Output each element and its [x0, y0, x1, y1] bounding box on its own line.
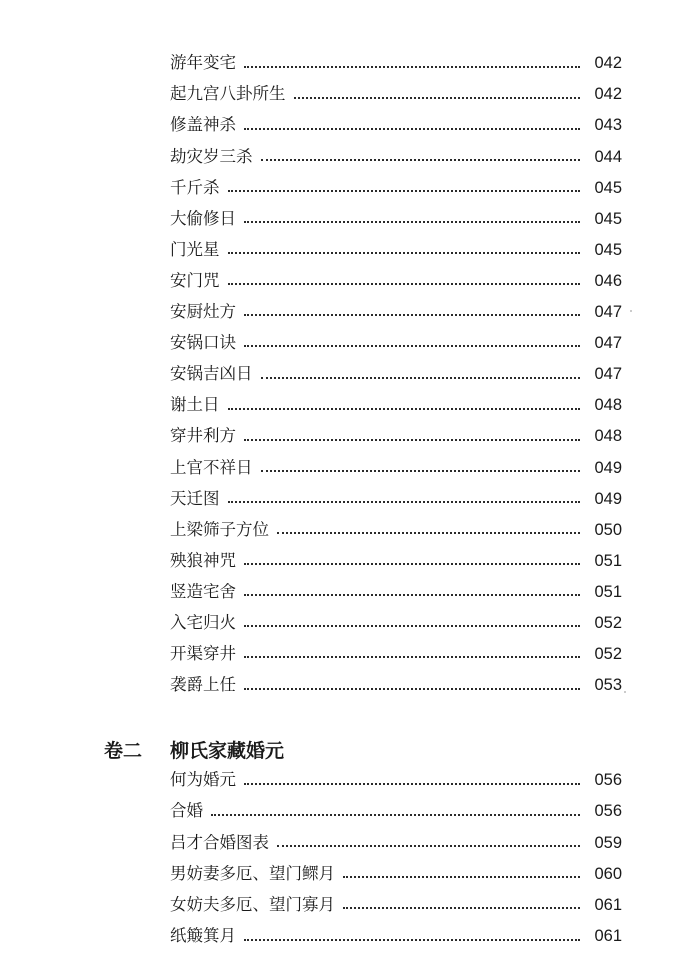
- dot-leader: [244, 128, 580, 130]
- toc-entry-title: 谢土日: [170, 395, 220, 415]
- toc-entry-page: 060: [594, 864, 622, 883]
- toc-entry-page: 048: [594, 396, 622, 415]
- toc-entry-title: 千斤杀: [170, 177, 220, 197]
- toc-entry-title: 门光星: [170, 239, 220, 259]
- toc-entry-page: 061: [594, 927, 622, 946]
- toc-entry-title: 穿井利方: [170, 426, 236, 446]
- toc-entry-page: 052: [594, 645, 622, 664]
- toc-entry-page: 046: [594, 271, 622, 290]
- toc-entry-title: 游年变宅: [170, 53, 236, 73]
- volume-number: 卷二: [104, 739, 143, 762]
- toc-entry[interactable]: [170, 670, 622, 701]
- toc-entry[interactable]: [170, 172, 622, 203]
- dot-leader: [343, 876, 580, 878]
- toc-entry-page: 047: [594, 303, 622, 322]
- dot-leader: [294, 97, 581, 99]
- dot-leader: [228, 190, 581, 192]
- dot-leader: [228, 252, 581, 254]
- toc-entry-page: 056: [594, 802, 622, 821]
- toc-entry-title: 安门咒: [170, 270, 220, 290]
- toc-entry-page: 044: [594, 147, 622, 166]
- toc-entry-page: 049: [594, 458, 622, 477]
- toc-entry-page: 042: [594, 85, 622, 104]
- toc-entry[interactable]: [170, 765, 622, 796]
- toc-entry-title: 大偷修日: [170, 208, 236, 228]
- toc-entry-page: 042: [594, 54, 622, 73]
- section-heading: [104, 734, 284, 764]
- toc-entry-page: 049: [594, 489, 622, 508]
- scan-speck: [624, 691, 626, 693]
- dot-leader: [244, 563, 580, 565]
- dot-leader: [228, 408, 581, 410]
- toc-entry[interactable]: [170, 515, 622, 546]
- toc-entry-page: 051: [594, 551, 622, 570]
- toc-entry-title: 女妨夫多厄、望门寡月: [170, 895, 335, 915]
- toc-entry-page: 056: [594, 771, 622, 790]
- toc-entry-title: 上梁筛子方位: [170, 519, 269, 539]
- toc-entry-title: 吕才合婚图表: [170, 832, 269, 852]
- toc-entry-title: 天迁图: [170, 488, 220, 508]
- dot-leader: [244, 221, 580, 223]
- dot-leader: [228, 283, 581, 285]
- section-title: 柳氏家藏婚元: [170, 739, 285, 762]
- toc-entry[interactable]: [170, 266, 622, 297]
- toc-entry-page: 061: [594, 896, 622, 915]
- dot-leader: [244, 594, 580, 596]
- dot-leader: [244, 345, 580, 347]
- dot-leader: [244, 314, 580, 316]
- dot-leader: [277, 532, 580, 534]
- toc-entry-title: 入宅归火: [170, 613, 236, 633]
- toc-entry[interactable]: [170, 577, 622, 608]
- toc-entry[interactable]: [170, 141, 622, 172]
- toc-entry-page: 043: [594, 116, 622, 135]
- toc-entry[interactable]: [170, 390, 622, 421]
- toc-entry-title: 起九宫八卦所生: [170, 84, 286, 104]
- toc-entry[interactable]: [170, 483, 622, 514]
- dot-leader: [244, 783, 580, 785]
- toc-entry[interactable]: [170, 328, 622, 359]
- toc-entry[interactable]: [170, 639, 622, 670]
- dot-leader: [343, 907, 580, 909]
- dot-leader: [277, 845, 580, 847]
- toc-entry[interactable]: [170, 608, 622, 639]
- toc-entry-title: 安锅吉凶日: [170, 364, 253, 384]
- toc-entry-title: 合婚: [170, 801, 203, 821]
- toc-entry-page: 047: [594, 334, 622, 353]
- toc-entry-title: 男妨妻多厄、望门鳏月: [170, 863, 335, 883]
- toc-entry-page: 050: [594, 520, 622, 539]
- toc-entry-page: 045: [594, 178, 622, 197]
- dot-leader: [244, 66, 580, 68]
- toc-entry-title: 开渠穿井: [170, 644, 236, 664]
- dot-leader: [261, 470, 581, 472]
- toc-entry[interactable]: [170, 827, 622, 858]
- dot-leader: [261, 159, 581, 161]
- toc-entry[interactable]: [170, 546, 622, 577]
- toc-entry[interactable]: [170, 297, 622, 328]
- toc-entry-title: 安锅口诀: [170, 333, 236, 353]
- toc-entry[interactable]: [170, 796, 622, 827]
- dot-leader: [244, 439, 580, 441]
- toc-entry-title: 竖造宅舍: [170, 581, 236, 601]
- toc-entry-page: 047: [594, 365, 622, 384]
- toc-entry-title: 劫灾岁三杀: [170, 146, 253, 166]
- dot-leader: [244, 939, 580, 941]
- toc-entry-page: 048: [594, 427, 622, 446]
- toc-entry[interactable]: [170, 421, 622, 452]
- toc-entry[interactable]: [170, 204, 622, 235]
- dot-leader: [244, 625, 580, 627]
- toc-entry[interactable]: [170, 921, 622, 952]
- toc-entry-title: 安厨灶方: [170, 302, 236, 322]
- toc-entry[interactable]: [170, 859, 622, 890]
- dot-leader: [228, 501, 581, 503]
- toc-entry[interactable]: [170, 48, 622, 79]
- toc-entry[interactable]: [170, 359, 622, 390]
- toc-entry[interactable]: [170, 79, 622, 110]
- toc-entry-title: 殃狼神咒: [170, 550, 236, 570]
- toc-entry-title: 修盖神杀: [170, 115, 236, 135]
- toc-entry-title: 纸簸箕月: [170, 926, 236, 946]
- toc-entry-page: 052: [594, 614, 622, 633]
- toc-entry-page: 059: [594, 833, 622, 852]
- toc-entry[interactable]: [170, 110, 622, 141]
- toc-entry-page: 051: [594, 582, 622, 601]
- dot-leader: [244, 688, 580, 690]
- dot-leader: [261, 377, 581, 379]
- toc-entry-title: 何为婚元: [170, 770, 236, 790]
- toc-entry[interactable]: [170, 890, 622, 921]
- toc-entry-title: 上官不祥日: [170, 457, 253, 477]
- dot-leader: [211, 814, 580, 816]
- toc-entry[interactable]: [170, 235, 622, 266]
- toc-entry-title: 袭爵上任: [170, 675, 236, 695]
- scan-speck: [630, 310, 632, 312]
- toc-entry-page: 045: [594, 209, 622, 228]
- toc-entry-page: 053: [594, 676, 622, 695]
- dot-leader: [244, 656, 580, 658]
- toc-entry[interactable]: [170, 452, 622, 483]
- toc-entry-page: 045: [594, 240, 622, 259]
